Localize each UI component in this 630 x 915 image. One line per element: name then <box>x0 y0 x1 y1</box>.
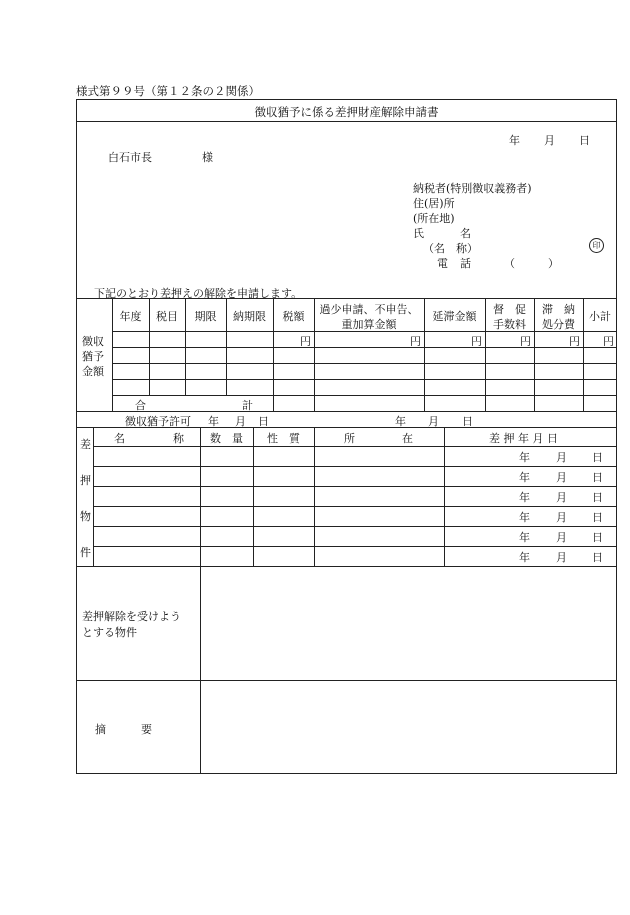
form-title: 徴収猶予に係る差押財産解除申請書 <box>254 105 439 119</box>
addressee-honorific: 様 <box>202 151 213 164</box>
col-header-period: 期限 <box>194 310 217 323</box>
yen-unit: 円 <box>471 335 482 348</box>
seize-date-month: 月 <box>556 491 567 504</box>
col-header-due: 納期限 <box>233 310 266 323</box>
seize-date-month: 月 <box>556 471 567 484</box>
seized-side-label-4: 件 <box>80 546 91 559</box>
amount-row-label-1: 徴収 <box>82 335 104 348</box>
total-label-first: 合 <box>135 399 146 412</box>
grace-permit-month: 月 <box>235 415 246 428</box>
seize-date-day: 日 <box>592 551 603 564</box>
seize-date-year: 年 <box>519 511 530 524</box>
seize-date-day: 日 <box>592 471 603 484</box>
col-header-tax-amount: 税額 <box>282 310 305 323</box>
col-header-fee-2: 手数料 <box>493 318 526 331</box>
grace-date-month: 月 <box>428 415 439 428</box>
yen-unit: 円 <box>603 335 614 348</box>
seize-date-month: 月 <box>556 511 567 524</box>
seized-side-label-3: 物 <box>80 510 91 523</box>
remarks-label-second: 要 <box>141 723 152 736</box>
phone-paren: （ ） <box>504 257 559 270</box>
form-number: 様式第９９号（第１２条の２関係） <box>76 84 260 98</box>
seize-date-month: 月 <box>556 451 567 464</box>
seized-header-location-second: 在 <box>402 432 413 445</box>
taxpayer-label: 納税者(特別徴収義務者) <box>413 182 532 195</box>
col-header-delinquent: 延滞金額 <box>432 310 477 323</box>
col-header-disposal-1: 滞 納 <box>542 303 575 316</box>
seized-side-label-1: 差 <box>80 438 91 451</box>
date-day: 日 <box>579 134 590 147</box>
seized-header-seize-date: 差 押 年 月 日 <box>489 432 558 445</box>
request-text: 下記のとおり差押えの解除を申請します。 <box>94 287 303 300</box>
total-label-second: 計 <box>242 399 253 412</box>
date-year: 年 <box>509 134 520 147</box>
col-header-fee-1: 督 促 <box>493 303 526 316</box>
seize-date-day: 日 <box>592 491 603 504</box>
date-month: 月 <box>544 134 555 147</box>
yen-unit: 円 <box>410 335 421 348</box>
seized-header-name-second: 称 <box>173 432 184 445</box>
yen-unit: 円 <box>569 335 580 348</box>
col-header-disposal-2: 処分費 <box>542 318 575 331</box>
col-header-subtotal: 小計 <box>589 310 611 323</box>
col-header-tax-item: 税目 <box>156 310 178 323</box>
name-label-first: 氏 <box>413 227 424 240</box>
amount-row-label-2: 猶予 <box>82 350 104 363</box>
release-label-line-1: 差押解除を受けよう <box>82 610 181 623</box>
amount-row-label-3: 金額 <box>82 365 104 378</box>
col-header-additional-1: 過少申請、不申告、 <box>319 303 419 316</box>
yen-unit: 円 <box>300 335 311 348</box>
seized-header-name-first: 名 <box>114 432 125 445</box>
grace-date-year: 年 <box>395 415 406 428</box>
seized-header-nature: 性 質 <box>267 432 300 445</box>
seal-mark: 印 <box>589 238 604 253</box>
seized-header-location-first: 所 <box>344 432 355 445</box>
seize-date-month: 月 <box>556 531 567 544</box>
addressee-name: 白石市長 <box>108 151 152 164</box>
location-label: (所在地) <box>413 212 455 225</box>
col-header-additional-2: 重加算金額 <box>341 318 397 331</box>
seize-date-day: 日 <box>592 451 603 464</box>
corp-name-label: （名 称） <box>423 242 478 255</box>
name-label-second: 名 <box>460 227 471 240</box>
address-label: 住(居)所 <box>413 197 455 210</box>
yen-unit: 円 <box>520 335 531 348</box>
seize-date-day: 日 <box>592 511 603 524</box>
release-label-line-2: とする物件 <box>82 626 137 639</box>
grace-permit-year: 年 <box>208 415 219 428</box>
seize-date-year: 年 <box>519 451 530 464</box>
seized-side-label-2: 押 <box>80 474 91 487</box>
seize-date-year: 年 <box>519 531 530 544</box>
grace-permit-day: 日 <box>258 415 269 428</box>
seize-date-month: 月 <box>556 551 567 564</box>
remarks-label-first: 摘 <box>95 723 106 736</box>
seize-date-year: 年 <box>519 551 530 564</box>
phone-label-first: 電 <box>437 257 448 270</box>
grace-date-day: 日 <box>462 415 473 428</box>
seize-date-year: 年 <box>519 471 530 484</box>
phone-label-second: 話 <box>460 257 471 270</box>
seized-header-quantity: 数 量 <box>210 432 243 445</box>
seize-date-year: 年 <box>519 491 530 504</box>
seize-date-day: 日 <box>592 531 603 544</box>
grace-permit-label: 徴収猶予許可 <box>125 415 191 428</box>
col-header-year: 年度 <box>119 310 142 323</box>
